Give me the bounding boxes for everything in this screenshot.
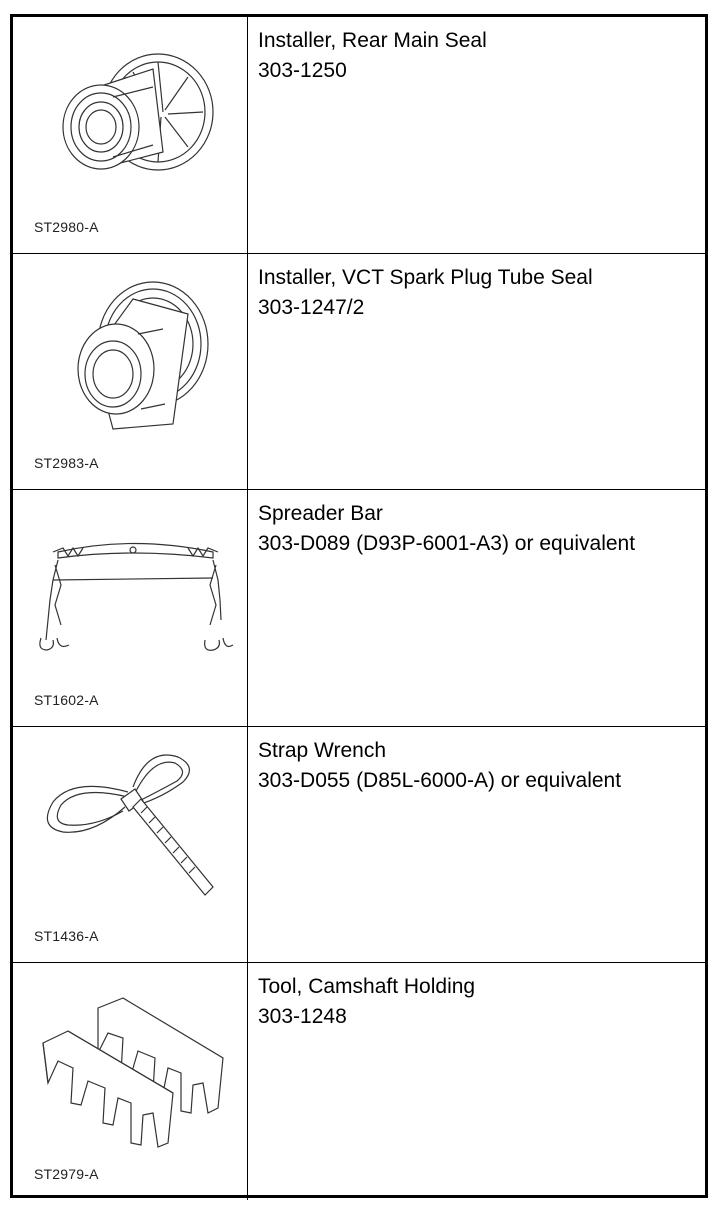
tool-name: Strap Wrench	[258, 738, 386, 762]
tool-description-cell	[248, 963, 705, 1200]
tool-code: ST1602-A	[34, 691, 99, 708]
tool-code: ST2980-A	[34, 218, 99, 235]
rear-main-seal-installer-icon	[13, 17, 248, 253]
tool-description-cell	[248, 17, 705, 253]
special-tools-table	[10, 14, 708, 1198]
tool-row	[13, 254, 705, 491]
tool-description-cell	[248, 254, 705, 490]
tool-number: 303-1250	[258, 59, 347, 82]
tool-description-cell	[248, 490, 705, 726]
tool-name: Installer, Rear Main Seal	[258, 29, 487, 52]
tool-number: 303-D089 (D93P-6001-A3) or equivalent	[258, 532, 636, 556]
tool-row	[13, 17, 705, 254]
tool-illustration-cell	[13, 17, 248, 253]
tool-code: ST2983-A	[34, 455, 99, 472]
tool-description-cell	[248, 727, 705, 963]
tool-illustration-cell	[13, 490, 248, 726]
tool-illustration-cell	[13, 727, 248, 963]
tool-row	[13, 490, 705, 727]
strap-wrench-icon	[13, 727, 248, 963]
tool-code: ST1436-A	[34, 928, 99, 945]
camshaft-holding-tool-icon	[13, 963, 248, 1199]
tool-name: Spreader Bar	[258, 502, 383, 526]
tool-number: 303-D055 (D85L-6000-A) or equivalent	[258, 768, 622, 792]
tool-row	[13, 963, 705, 1200]
tool-name: Installer, VCT Spark Plug Tube Seal	[258, 265, 593, 289]
tool-number: 303-1247/2	[258, 295, 365, 319]
spreader-bar-icon	[13, 490, 248, 726]
tool-illustration-cell	[13, 963, 248, 1200]
tool-illustration-cell	[13, 254, 248, 490]
tool-number: 303-1248	[258, 1005, 347, 1029]
tool-name: Tool, Camshaft Holding	[258, 975, 476, 999]
spark-plug-tube-seal-installer-icon	[13, 254, 248, 490]
tool-code: ST2979-A	[34, 1165, 99, 1182]
tool-row	[13, 727, 705, 964]
